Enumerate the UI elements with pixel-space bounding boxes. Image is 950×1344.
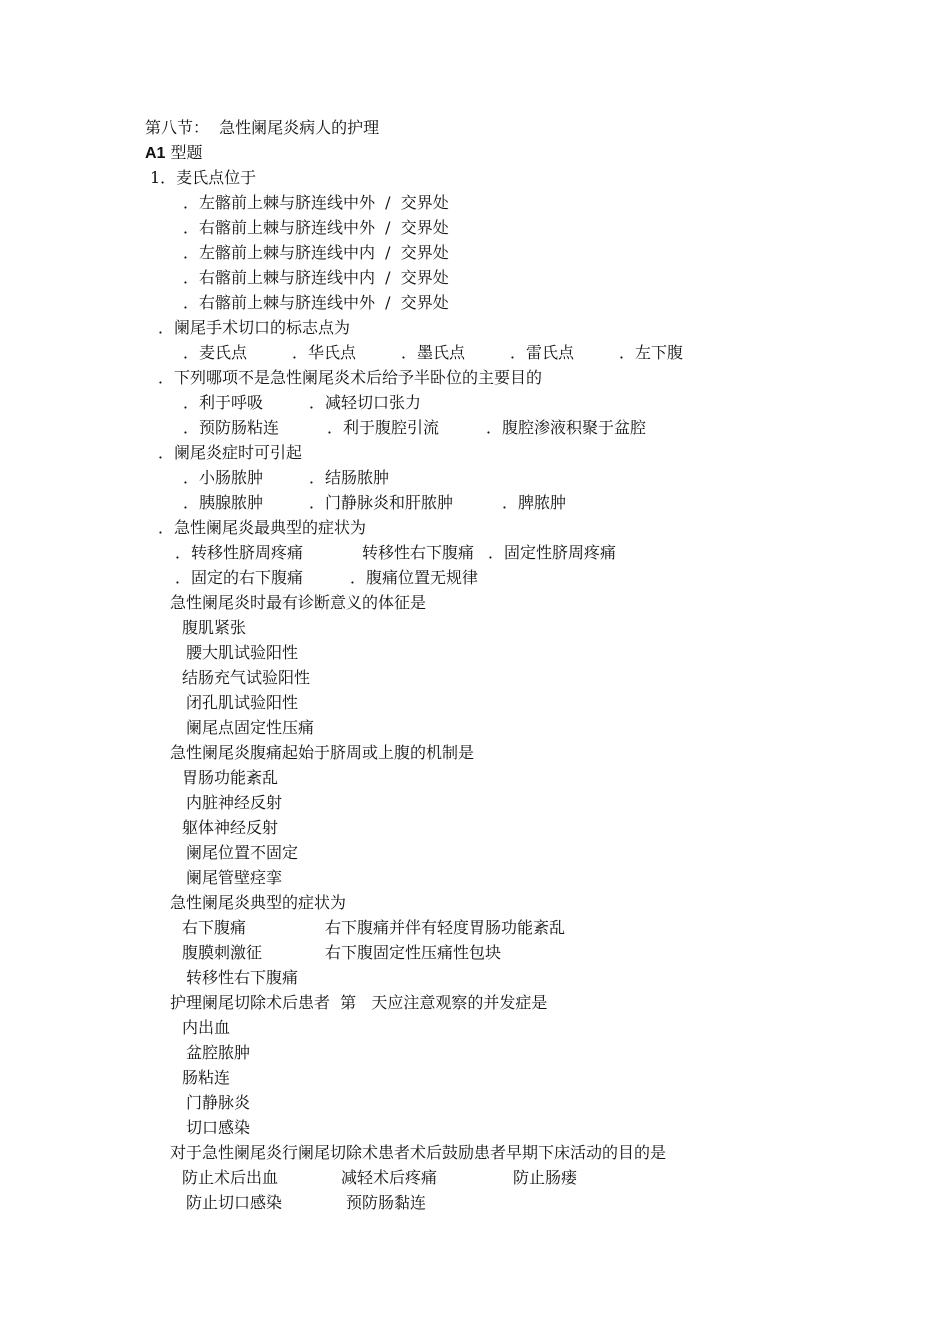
question-7-option: 阑尾管壁痉挛	[186, 868, 283, 887]
question-1-option: ．左髂前上棘与脐连线中内 / 交界处	[183, 243, 449, 262]
question-10-option: 预防肠黏连	[346, 1193, 427, 1212]
question-6-option: 腹肌紧张	[182, 618, 247, 637]
question-type-label	[145, 143, 203, 163]
question-5-option: 转移性右下腹痛	[362, 543, 475, 562]
question-7-option: 躯体神经反射	[182, 818, 279, 837]
question-8-option: 右下腹痛并伴有轻度胃肠功能紊乱	[325, 918, 566, 937]
type-label-bold: A1	[145, 145, 166, 162]
question-1-option: ．左髂前上棘与脐连线中外 / 交界处	[183, 193, 449, 212]
question-5-stem: ．急性阑尾炎最典型的症状为	[158, 518, 367, 537]
question-3-option: ．减轻切口张力	[309, 393, 422, 412]
question-7-stem: 急性阑尾炎腹痛起始于脐周或上腹的机制是	[170, 743, 475, 762]
section-title: 第八节： 急性阑尾炎病人的护理	[145, 118, 380, 137]
question-6-option: 腰大肌试验阳性	[186, 643, 299, 662]
question-5-option: ．固定的右下腹痛	[175, 568, 304, 587]
question-4-option: ．脾脓肿	[502, 493, 567, 512]
question-8-stem: 急性阑尾炎典型的症状为	[170, 893, 347, 912]
question-10-stem: 对于急性阑尾炎行阑尾切除术患者术后鼓励患者早期下床活动的目的是	[170, 1143, 667, 1162]
question-3-option: ．预防肠粘连	[183, 418, 280, 437]
question-2-stem: ．阑尾手术切口的标志点为	[158, 318, 351, 337]
type-label-rest: 型题	[165, 143, 203, 162]
question-6-stem: 急性阑尾炎时最有诊断意义的体征是	[170, 593, 427, 612]
question-6-option: 阑尾点固定性压痛	[186, 718, 315, 737]
question-8-option: 腹膜刺激征	[182, 943, 263, 962]
question-3-option: ．腹腔渗液积聚于盆腔	[486, 418, 647, 437]
question-9-option: 切口感染	[186, 1118, 251, 1137]
question-2-option: ．华氏点	[292, 343, 357, 362]
question-4-option: ．结肠脓肿	[309, 468, 390, 487]
question-9-option: 肠粘连	[182, 1068, 231, 1087]
question-1-option: ．右髂前上棘与脐连线中内 / 交界处	[183, 268, 449, 287]
question-5-option: ．转移性脐周疼痛	[175, 543, 304, 562]
question-8-option: 右下腹痛	[182, 918, 247, 937]
question-3-option: ．利于腹腔引流	[327, 418, 440, 437]
question-9-option: 内出血	[182, 1018, 231, 1037]
question-3-option: ．利于呼吸	[183, 393, 264, 412]
question-9-option: 门静脉炎	[186, 1093, 251, 1112]
question-6-option: 结肠充气试验阳性	[182, 668, 311, 687]
question-6-option: 闭孔肌试验阳性	[186, 693, 299, 712]
question-9-stem: 护理阑尾切除术后患者 第 天应注意观察的并发症是	[170, 993, 548, 1012]
question-5-option: ．腹痛位置无规律	[350, 568, 479, 587]
question-2-option: ．雷氏点	[510, 343, 575, 362]
question-8-option: 转移性右下腹痛	[186, 968, 299, 987]
question-4-stem: ．阑尾炎症时可引起	[158, 443, 303, 462]
question-2-option: ．麦氏点	[183, 343, 248, 362]
question-10-option: 减轻术后疼痛	[341, 1168, 438, 1187]
question-2-option: ．墨氏点	[401, 343, 466, 362]
question-9-option: 盆腔脓肿	[186, 1043, 251, 1062]
question-7-option: 胃肠功能紊乱	[182, 768, 279, 787]
question-7-option: 内脏神经反射	[186, 793, 283, 812]
question-3-stem: ．下列哪项不是急性阑尾炎术后给予半卧位的主要目的	[158, 368, 543, 387]
question-10-option: 防止肠瘘	[513, 1168, 578, 1187]
question-4-option: ．门静脉炎和肝脓肿	[309, 493, 454, 512]
question-1-option: ．右髂前上棘与脐连线中外 / 交界处	[183, 218, 449, 237]
question-10-option: 防止切口感染	[186, 1193, 283, 1212]
question-2-option: ．左下腹	[619, 343, 684, 362]
question-7-option: 阑尾位置不固定	[186, 843, 299, 862]
question-5-option: ．固定性脐周疼痛	[488, 543, 617, 562]
question-8-option: 右下腹固定性压痛性包块	[325, 943, 502, 962]
question-4-option: ．小肠脓肿	[183, 468, 264, 487]
question-1-option: ．右髂前上棘与脐连线中外 / 交界处	[183, 293, 449, 312]
question-1-stem: 1．麦氏点位于	[150, 168, 257, 187]
question-10-option: 防止术后出血	[182, 1168, 279, 1187]
question-4-option: ．胰腺脓肿	[183, 493, 264, 512]
